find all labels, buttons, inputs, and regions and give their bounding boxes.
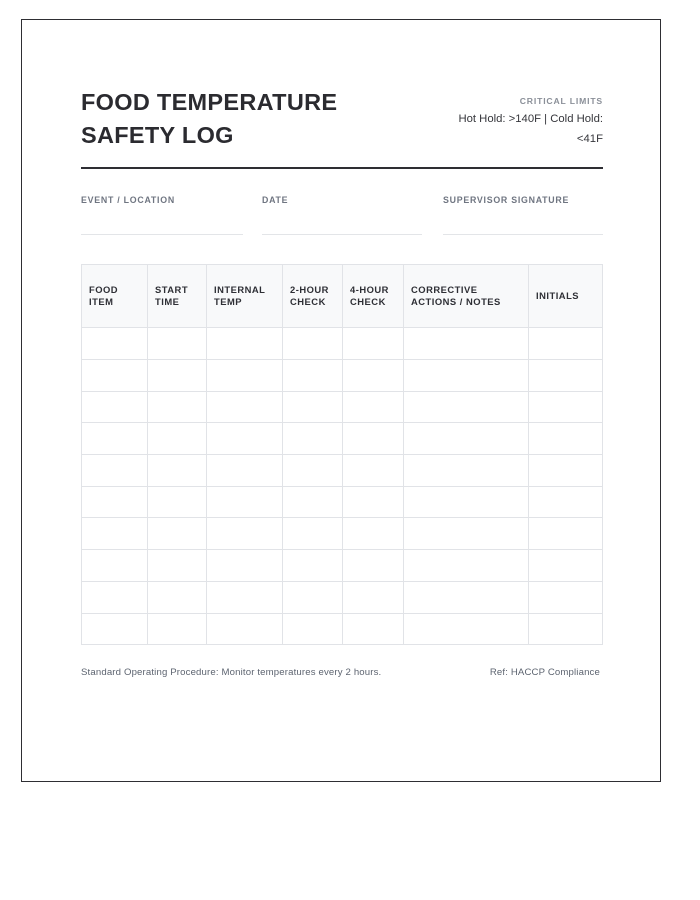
table-cell[interactable]: [343, 613, 404, 645]
table-cell[interactable]: [82, 518, 148, 550]
table-cell[interactable]: [148, 518, 207, 550]
table-cell[interactable]: [148, 423, 207, 455]
table-cell[interactable]: [404, 360, 529, 392]
table-cell[interactable]: [343, 391, 404, 423]
table-cell[interactable]: [82, 391, 148, 423]
table-cell[interactable]: [343, 423, 404, 455]
table-cell[interactable]: [148, 550, 207, 582]
critical-limits-block: [438, 86, 603, 150]
table-cell[interactable]: [207, 455, 283, 487]
table-row: [82, 581, 603, 613]
table-cell[interactable]: [207, 613, 283, 645]
table-cell[interactable]: [207, 423, 283, 455]
column-header-food-item: FOOD ITEM: [82, 265, 148, 328]
table-cell[interactable]: [207, 581, 283, 613]
table-cell[interactable]: [283, 360, 343, 392]
table-cell[interactable]: [207, 328, 283, 360]
table-cell[interactable]: [529, 550, 603, 582]
column-header-start-time: START TIME: [148, 265, 207, 328]
table-row: [82, 613, 603, 645]
field-label-supervisor-signature: SUPERVISOR SIGNATURE: [443, 195, 570, 206]
footer-reference: Ref: HACCP Compliance: [489, 667, 600, 679]
table-cell[interactable]: [529, 328, 603, 360]
table-cell[interactable]: [404, 550, 529, 582]
critical-limits-label: CRITICAL LIMITS: [519, 96, 603, 106]
table-cell[interactable]: [343, 518, 404, 550]
table-cell[interactable]: [343, 328, 404, 360]
table-cell[interactable]: [529, 391, 603, 423]
table-cell[interactable]: [207, 486, 283, 518]
table-cell[interactable]: [404, 613, 529, 645]
table-cell[interactable]: [283, 613, 343, 645]
table-cell[interactable]: [529, 486, 603, 518]
table-cell[interactable]: [529, 360, 603, 392]
field-writeline-event-location[interactable]: [81, 234, 243, 235]
table-cell[interactable]: [283, 581, 343, 613]
table-row: [82, 423, 603, 455]
table-body: [82, 328, 603, 645]
table-cell[interactable]: [283, 455, 343, 487]
table-cell[interactable]: [343, 486, 404, 518]
table-row: [82, 360, 603, 392]
table-cell[interactable]: [283, 486, 343, 518]
field-writeline-date[interactable]: [262, 234, 422, 235]
table-cell[interactable]: [529, 423, 603, 455]
table-cell[interactable]: [148, 328, 207, 360]
table-cell[interactable]: [148, 613, 207, 645]
table-cell[interactable]: [529, 613, 603, 645]
table-cell[interactable]: [343, 581, 404, 613]
table-cell[interactable]: [404, 518, 529, 550]
sheet-content: [81, 86, 603, 678]
field-date[interactable]: [262, 195, 443, 235]
title-divider-rule: [81, 167, 603, 170]
field-label-event-location: EVENT / LOCATION: [81, 195, 175, 206]
table-cell[interactable]: [148, 360, 207, 392]
field-label-date: DATE: [262, 195, 289, 206]
table-cell[interactable]: [82, 581, 148, 613]
field-writeline-supervisor-signature[interactable]: [443, 234, 603, 235]
critical-limits-value: Hot Hold: >140F | Cold Hold: <41F: [458, 113, 603, 145]
page-title-line-2: SAFETY LOG: [81, 122, 234, 149]
table-cell[interactable]: [343, 455, 404, 487]
table-row: [82, 455, 603, 487]
table-cell[interactable]: [404, 391, 529, 423]
table-cell[interactable]: [283, 550, 343, 582]
document-header: [81, 86, 603, 153]
table-cell[interactable]: [404, 423, 529, 455]
table-cell[interactable]: [148, 455, 207, 487]
table-cell[interactable]: [207, 518, 283, 550]
meta-fields-row: [81, 195, 603, 235]
table-cell[interactable]: [404, 455, 529, 487]
table-row: [82, 391, 603, 423]
table-cell[interactable]: [529, 518, 603, 550]
table-cell[interactable]: [283, 518, 343, 550]
table-cell[interactable]: [529, 455, 603, 487]
temperature-log-table: [81, 264, 603, 645]
table-cell[interactable]: [283, 391, 343, 423]
table-cell[interactable]: [82, 360, 148, 392]
table-cell[interactable]: [82, 486, 148, 518]
table-cell[interactable]: [283, 423, 343, 455]
table-cell[interactable]: [148, 581, 207, 613]
table-cell[interactable]: [207, 391, 283, 423]
table-cell[interactable]: [82, 328, 148, 360]
title-block: [81, 86, 337, 153]
printable-page-sheet: [21, 19, 661, 782]
table-row: [82, 550, 603, 582]
table-cell[interactable]: [343, 360, 404, 392]
table-cell[interactable]: [82, 423, 148, 455]
table-cell[interactable]: [82, 550, 148, 582]
field-supervisor-signature[interactable]: [443, 195, 603, 235]
table-cell[interactable]: [404, 581, 529, 613]
table-cell[interactable]: [82, 613, 148, 645]
column-header-2-hour-check: 2-HOUR CHECK: [283, 265, 343, 328]
column-header-4-hour-check: 4-HOUR CHECK: [343, 265, 404, 328]
table-cell[interactable]: [283, 328, 343, 360]
table-cell[interactable]: [404, 486, 529, 518]
table-cell[interactable]: [343, 550, 404, 582]
table-row: [82, 486, 603, 518]
document-footer: [81, 667, 602, 678]
table-cell[interactable]: [148, 486, 207, 518]
column-header-initials: INITIALS: [529, 265, 603, 328]
table-cell[interactable]: [207, 550, 283, 582]
table-cell[interactable]: [82, 455, 148, 487]
page-title-line-1: FOOD TEMPERATURE: [81, 89, 338, 115]
field-event-location[interactable]: [81, 195, 262, 235]
column-header-corrective-actions-notes: CORRECTIVE ACTIONS / NOTES: [404, 265, 529, 328]
table-header: [82, 265, 603, 328]
table-row: [82, 328, 603, 360]
column-header-internal-temp: INTERNAL TEMP: [207, 265, 283, 328]
table-row: [82, 518, 603, 550]
table-cell[interactable]: [148, 391, 207, 423]
table-cell[interactable]: [529, 581, 603, 613]
table-header-row: [82, 265, 603, 328]
footer-sop-note: Standard Operating Procedure: Monitor temperatures every 2 hours.: [81, 667, 382, 679]
table-cell[interactable]: [207, 360, 283, 392]
table-cell[interactable]: [404, 328, 529, 360]
